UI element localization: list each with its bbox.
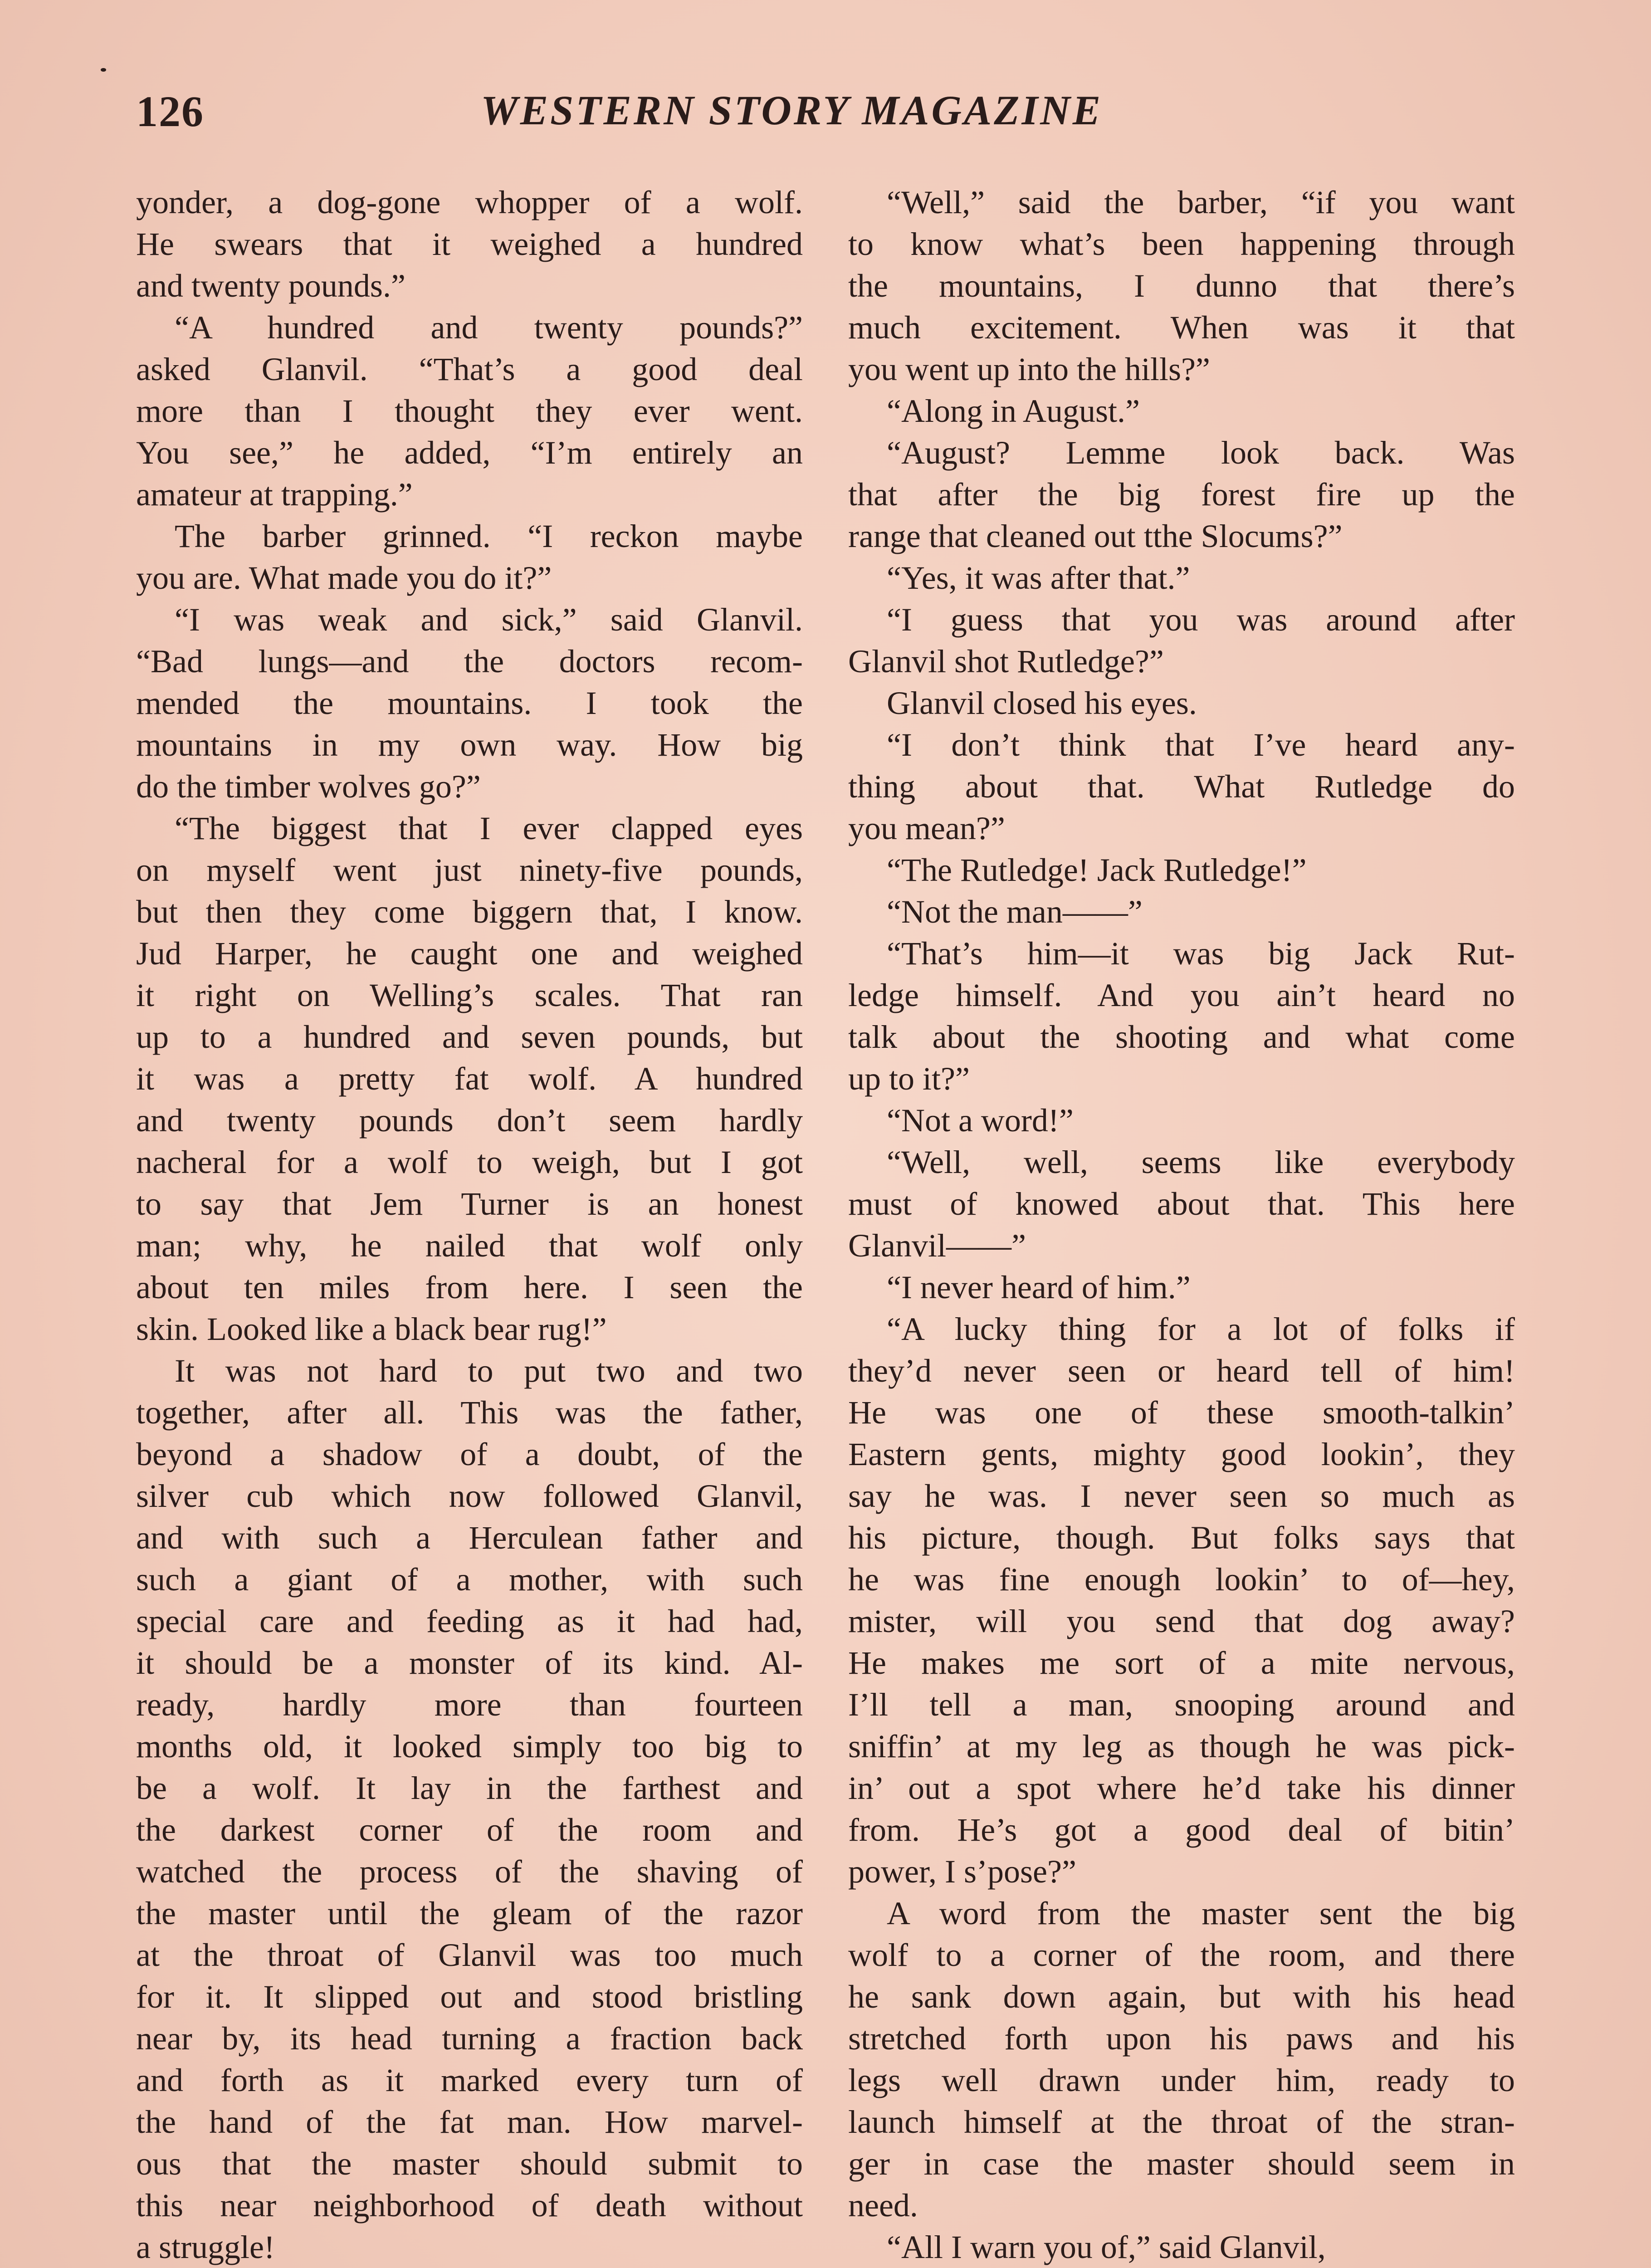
paragraph (848, 849, 1515, 891)
text-line: You see,” he added, “I’m entirely an (136, 435, 803, 471)
text-line: Jud Harper, he caught one and weighed (136, 935, 803, 972)
paragraph (848, 599, 1515, 682)
text-line: you went up into the hills?” (848, 351, 1210, 387)
text-line: The barber grinned. “I reckon maybe (175, 518, 803, 554)
text-line: amateur at trapping.” (136, 476, 413, 513)
text-line: “The Rutledge! Jack Rutledge!” (887, 852, 1307, 888)
paragraph (848, 891, 1515, 933)
text-line: “Bad lungs—and the doctors recom- (136, 643, 803, 679)
text-line: he was fine enough lookin’ to of—hey, (848, 1561, 1515, 1598)
text-line: ready, hardly more than fourteen (136, 1686, 803, 1723)
text-line: about ten miles from here. I seen the (136, 1269, 803, 1305)
text-line: “All I warn you of,” said Glanvil, (887, 2229, 1326, 2265)
text-line: at the throat of Glanvil was too much (136, 1937, 803, 1973)
text-line: thing about that. What Rutledge do (848, 768, 1515, 805)
running-head: WESTERN STORY MAGAZINE (481, 87, 1103, 133)
text-line: “A lucky thing for a lot of folks if (887, 1311, 1515, 1347)
paragraph (848, 181, 1515, 390)
text-line: it should be a monster of its kind. Al- (136, 1645, 803, 1681)
text-line: the darkest corner of the room and (136, 1812, 803, 1848)
paragraph (136, 1350, 803, 2268)
text-line: “Not the man——” (887, 894, 1143, 930)
text-line: in’ out a spot where he’d take his dinner (848, 1770, 1515, 1806)
text-line: to know what’s been happening through (848, 226, 1515, 262)
page-header (136, 86, 1519, 150)
text-line: skin. Looked like a black bear rug!” (136, 1311, 607, 1347)
paragraph (848, 1266, 1515, 1308)
text-line: ger in case the master should seem in (848, 2146, 1515, 2182)
text-line: legs well drawn under him, ready to (848, 2062, 1515, 2098)
paragraph (848, 1892, 1515, 2226)
text-line: “Yes, it was after that.” (887, 560, 1190, 596)
paragraph (136, 599, 803, 807)
text-line: more than I thought they ever went. (136, 393, 803, 429)
text-line: you are. What made you do it?” (136, 560, 552, 596)
text-line: “The biggest that I ever clapped eyes (175, 810, 803, 846)
text-line: asked Glanvil. “That’s a good deal (136, 351, 803, 387)
text-line: up to it?” (848, 1061, 970, 1097)
text-line: and with such a Herculean father and (136, 1520, 803, 1556)
text-line: his picture, though. But folks says that (848, 1520, 1515, 1556)
text-line: power, I s’pose?” (848, 1853, 1076, 1890)
text-line: months old, it looked simply too big to (136, 1728, 803, 1765)
text-line: it was a pretty fat wolf. A hundred (136, 1061, 803, 1097)
paragraph (136, 807, 803, 1350)
text-line: mister, will you send that dog away? (848, 1603, 1515, 1639)
paragraph (848, 2226, 1515, 2268)
text-line: yonder, a dog-gone whopper of a wolf. (136, 184, 803, 220)
paragraph (848, 1308, 1515, 1892)
text-line: He swears that it weighed a hundred (136, 226, 803, 262)
text-line: together, after all. This was the father, (136, 1394, 803, 1431)
text-line: this near neighborhood of death without (136, 2187, 803, 2224)
text-line: beyond a shadow of a doubt, of the (136, 1436, 803, 1472)
text-line: do the timber wolves go?” (136, 768, 481, 805)
paragraph (848, 724, 1515, 849)
print-speck (101, 68, 106, 72)
text-line: up to a hundred and seven pounds, but (136, 1019, 803, 1055)
text-line: need. (848, 2187, 918, 2224)
text-line: on myself went just ninety-five pounds, (136, 852, 803, 888)
text-line: say he was. I never seen so much as (848, 1478, 1515, 1514)
text-line: that after the big forest fire up the (848, 476, 1515, 513)
text-line: man; why, he nailed that wolf only (136, 1227, 803, 1264)
text-line: much excitement. When was it that (848, 309, 1515, 346)
paragraph (848, 1100, 1515, 1141)
left-column (136, 181, 803, 2268)
text-line: and forth as it marked every turn of (136, 2062, 803, 2098)
text-line: wolf to a corner of the room, and there (848, 1937, 1515, 1973)
text-line: range that cleaned out tthe Slocums?” (848, 518, 1343, 554)
text-line: sniffin’ at my leg as though he was pick- (848, 1728, 1515, 1765)
text-line: nacheral for a wolf to weigh, but I got (136, 1144, 803, 1180)
text-line: talk about the shooting and what come (848, 1019, 1515, 1055)
text-line: from. He’s got a good deal of bitin’ (848, 1812, 1515, 1848)
text-line: ous that the master should submit to (136, 2146, 803, 2182)
text-line: stretched forth upon his paws and his (848, 2020, 1515, 2057)
paragraph (848, 557, 1515, 599)
text-line: “Along in August.” (887, 393, 1140, 429)
text-line: and twenty pounds.” (136, 268, 405, 304)
text-line: “I guess that you was around after (887, 601, 1515, 638)
paragraph (848, 432, 1515, 557)
text-line: to say that Jem Turner is an honest (136, 1186, 803, 1222)
text-line: “I don’t think that I’ve heard any- (887, 727, 1515, 763)
text-line: mended the mountains. I took the (136, 685, 803, 721)
text-line: silver cub which now followed Glanvil, (136, 1478, 803, 1514)
paragraph (136, 515, 803, 599)
text-line: Glanvil——” (848, 1227, 1026, 1264)
paragraph (848, 933, 1515, 1100)
text-line: such a giant of a mother, with such (136, 1561, 803, 1598)
text-line: “Not a word!” (887, 1102, 1074, 1139)
text-line: for it. It slipped out and stood bristling (136, 1979, 803, 2015)
text-line: “I was weak and sick,” said Glanvil. (175, 601, 803, 638)
text-line: launch himself at the throat of the stran- (848, 2104, 1515, 2140)
text-line: “I never heard of him.” (887, 1269, 1191, 1305)
text-line: you mean?” (848, 810, 1005, 846)
text-line: “August? Lemme look back. Was (887, 435, 1515, 471)
text-line: Glanvil closed his eyes. (887, 685, 1197, 721)
paragraph (136, 307, 803, 515)
text-line: “A hundred and twenty pounds?” (175, 309, 803, 346)
text-line: Glanvil shot Rutledge?” (848, 643, 1164, 679)
text-line: be a wolf. It lay in the farthest and (136, 1770, 803, 1806)
text-line: “Well,” said the barber, “if you want (887, 184, 1515, 220)
paragraph (848, 1141, 1515, 1266)
text-line: It was not hard to put two and two (175, 1353, 803, 1389)
text-line: special care and feeding as it had had, (136, 1603, 803, 1639)
text-line: I’ll tell a man, snooping around and (848, 1686, 1515, 1723)
text-line: near by, its head turning a fraction back (136, 2020, 803, 2057)
text-line: “That’s him—it was big Jack Rut- (887, 935, 1515, 972)
right-column (848, 181, 1515, 2268)
text-line: must of knowed about that. This here (848, 1186, 1515, 1222)
text-line: watched the process of the shaving of (136, 1853, 803, 1890)
text-line: he sank down again, but with his head (848, 1979, 1515, 2015)
text-line: the master until the gleam of the razor (136, 1895, 803, 1931)
paragraph (848, 682, 1515, 724)
text-line: they’d never seen or heard tell of him! (848, 1353, 1515, 1389)
text-line: but then they come biggern that, I know. (136, 894, 803, 930)
text-line: ledge himself. And you ain’t heard no (848, 977, 1515, 1013)
text-line: the mountains, I dunno that there’s (848, 268, 1515, 304)
text-line: A word from the master sent the big (887, 1895, 1515, 1931)
text-line: “Well, well, seems like everybody (887, 1144, 1515, 1180)
text-line: and twenty pounds don’t seem hardly (136, 1102, 803, 1139)
page-number: 126 (136, 87, 204, 136)
paragraph (136, 181, 803, 307)
text-line: He was one of these smooth-talkin’ (848, 1394, 1515, 1431)
text-line: a struggle! (136, 2229, 275, 2265)
text-line: He makes me sort of a mite nervous, (848, 1645, 1515, 1681)
paragraph (848, 390, 1515, 432)
text-line: it right on Welling’s scales. That ran (136, 977, 803, 1013)
text-line: mountains in my own way. How big (136, 727, 803, 763)
text-line: Eastern gents, mighty good lookin’, they (848, 1436, 1515, 1472)
text-line: the hand of the fat man. How marvel- (136, 2104, 803, 2140)
